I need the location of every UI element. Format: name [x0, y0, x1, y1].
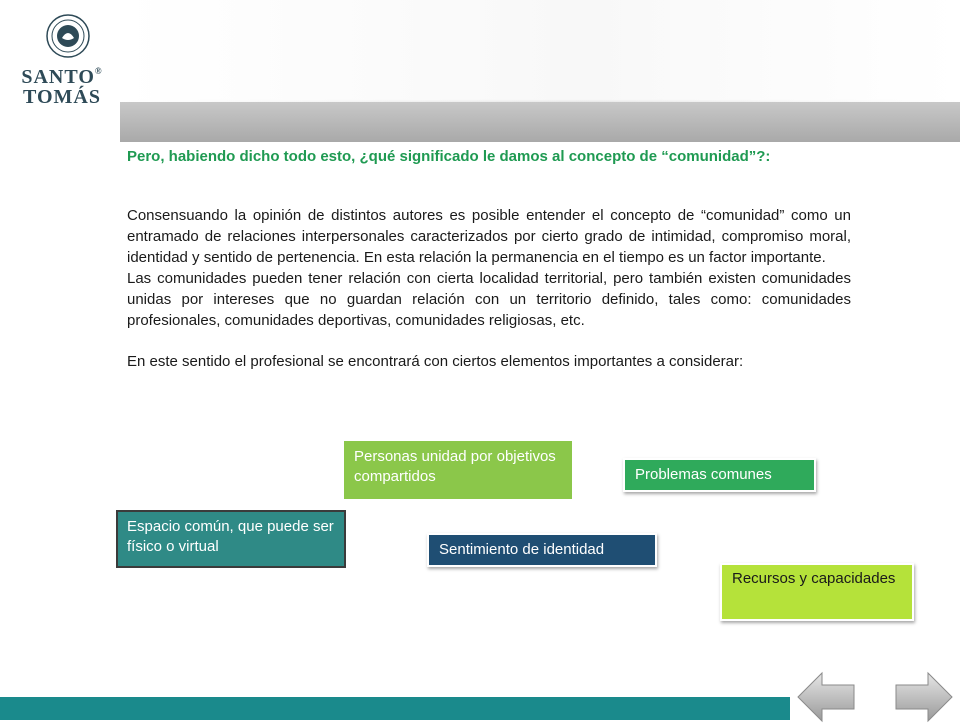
slide-question: Pero, habiendo dicho todo esto, ¿qué significado le damos al concepto de “comunidad”?:: [127, 148, 771, 165]
paragraph-territory: Las comunidades pueden tener relación con cierta localidad territorial, pero también existen comunidades unidas por intereses que no guardan relación con un territorio definido, tales como: comunidades profesionales, comunidades deportivas, comunidades religiosas, etc.: [127, 270, 851, 329]
element-personas-box: Personas unidad por objetivos compartidos: [344, 441, 572, 499]
element-sentimiento-box: Sentimiento de identidad: [427, 533, 657, 567]
header-banner-gloss: [120, 0, 960, 102]
paragraph-elements-intro: En este sentido el profesional se encontrará con ciertos elementos importantes a considerar:: [127, 353, 744, 370]
footer-bar: [0, 697, 790, 720]
arrow-left-icon[interactable]: [796, 671, 858, 723]
logo: [0, 0, 120, 140]
brand-name-line2: TOMÁS: [23, 86, 101, 108]
slide-content: [127, 205, 851, 372]
university-seal-icon: [46, 14, 90, 58]
arrow-right-icon[interactable]: [892, 671, 954, 723]
element-recursos-box: Recursos y capacidades: [720, 563, 914, 621]
brand-name-line1: SANTO®: [21, 66, 103, 88]
element-problemas-box: Problemas comunes: [623, 458, 816, 492]
paragraph-definition: Consensuando la opinión de distintos autores es posible entender el concepto de “comunidad” como un entramado de relaciones interpersonales caracterizados por cierto grado de intimidad, compromiso moral, identidad y sentido de pertenencia. En esta relación la permanencia en el tiempo es un factor importante.: [127, 207, 851, 266]
header-banner-shade: [120, 102, 960, 142]
element-espacio-box: Espacio común, que puede ser físico o virtual: [116, 510, 346, 568]
